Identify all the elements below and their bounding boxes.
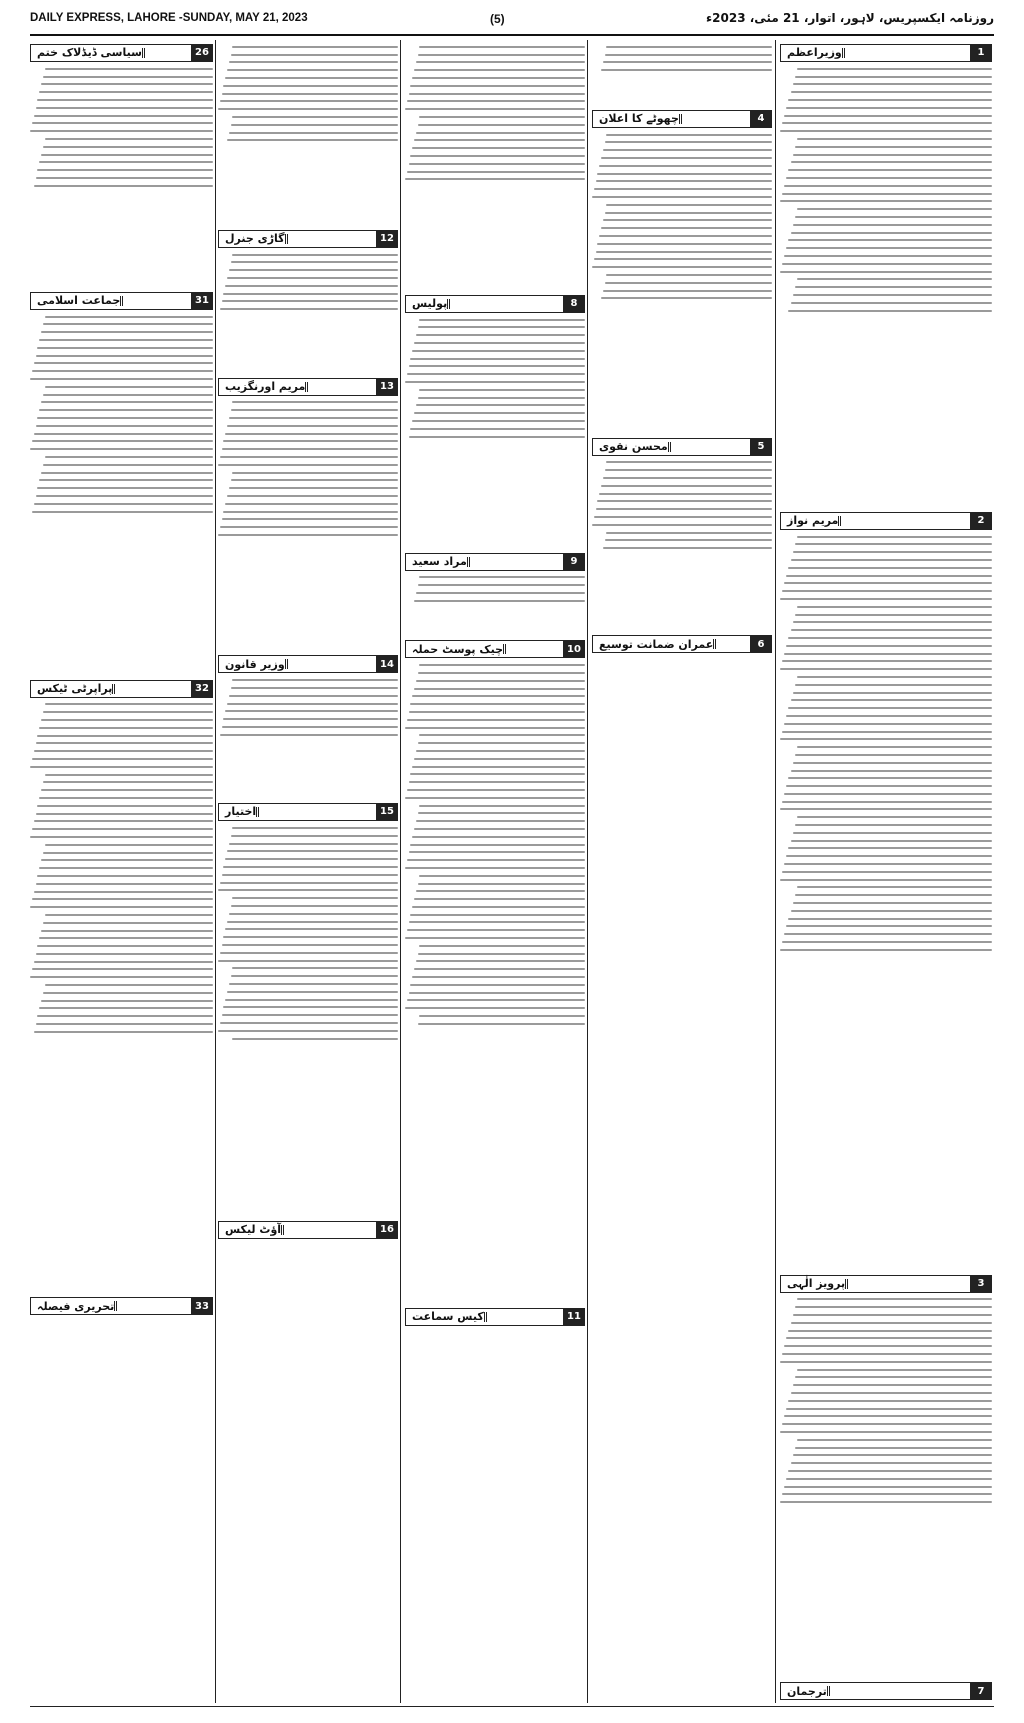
footer-rule — [30, 1706, 994, 1707]
section-heading-15: 15 اختیار — [218, 803, 398, 821]
section-heading-4: 4 چھوٹے کا اعلان — [592, 110, 772, 128]
column-3 — [405, 40, 585, 1703]
article-text — [218, 679, 398, 799]
section-heading-2: 2 مریم نواز — [780, 512, 992, 530]
section-heading-5: 5 محسن نقوی — [592, 438, 772, 456]
column-divider — [400, 40, 401, 1703]
masthead — [30, 10, 994, 32]
section-heading-8: 8 پولیس — [405, 295, 585, 313]
column-divider — [587, 40, 588, 1703]
column-1 — [780, 40, 992, 1703]
section-heading-14: 14 وزیر قانون — [218, 655, 398, 673]
section-heading-1: 1 وزیراعظم — [780, 44, 992, 62]
article-text — [592, 46, 772, 106]
section-heading-13: 13 مریم اورنگزیب — [218, 378, 398, 396]
section-heading-10: 10 چیک پوسٹ حملہ — [405, 640, 585, 658]
section-heading-9: 9 مراد سعید — [405, 553, 585, 571]
article-text — [405, 664, 585, 1304]
section-heading-31: 31 جماعت اسلامی — [30, 292, 213, 310]
article-text — [218, 401, 398, 651]
column-5 — [30, 40, 213, 1703]
section-heading-7: 7 ترجمان — [780, 1682, 992, 1700]
masthead-english-dateline: DAILY EXPRESS, LAHORE -SUNDAY, MAY 21, 2023 — [30, 12, 308, 24]
article-text — [30, 703, 213, 1293]
article-text — [405, 46, 585, 291]
section-heading-26: 26 سیاسی ڈیڈلاک ختم — [30, 44, 213, 62]
article-text — [780, 1298, 992, 1678]
section-heading-11: 11 کیس سماعت — [405, 1308, 585, 1326]
article-text — [405, 319, 585, 549]
article-text — [592, 134, 772, 434]
article-text — [30, 316, 213, 676]
masthead-urdu-dateline: روزنامہ ایکسپریس، لاہور، اتوار، 21 مئی، 2023ء — [706, 11, 994, 25]
column-divider — [215, 40, 216, 1703]
article-text — [405, 576, 585, 636]
article-text — [30, 68, 213, 288]
section-heading-33: 33 تحریری فیصلہ — [30, 1297, 213, 1315]
article-text — [592, 461, 772, 631]
page-number: (5) — [490, 12, 505, 26]
section-heading-3: 3 پرویز الٰہی — [780, 1275, 992, 1293]
section-heading-32: 32 پراپرٹی ٹیکس — [30, 680, 213, 698]
column-divider — [775, 40, 776, 1703]
column-2 — [592, 40, 772, 1703]
section-heading-16: 16 آؤٹ لیکس — [218, 1221, 398, 1239]
masthead-rule — [30, 34, 994, 36]
article-text — [218, 254, 398, 374]
article-text — [780, 536, 992, 1271]
column-4 — [218, 40, 398, 1703]
section-heading-6: 6 عمران ضمانت توسیع — [592, 635, 772, 653]
section-heading-12: 12 گاڑی جنرل — [218, 230, 398, 248]
article-text — [218, 827, 398, 1217]
article-text — [780, 68, 992, 508]
article-text — [218, 46, 398, 226]
